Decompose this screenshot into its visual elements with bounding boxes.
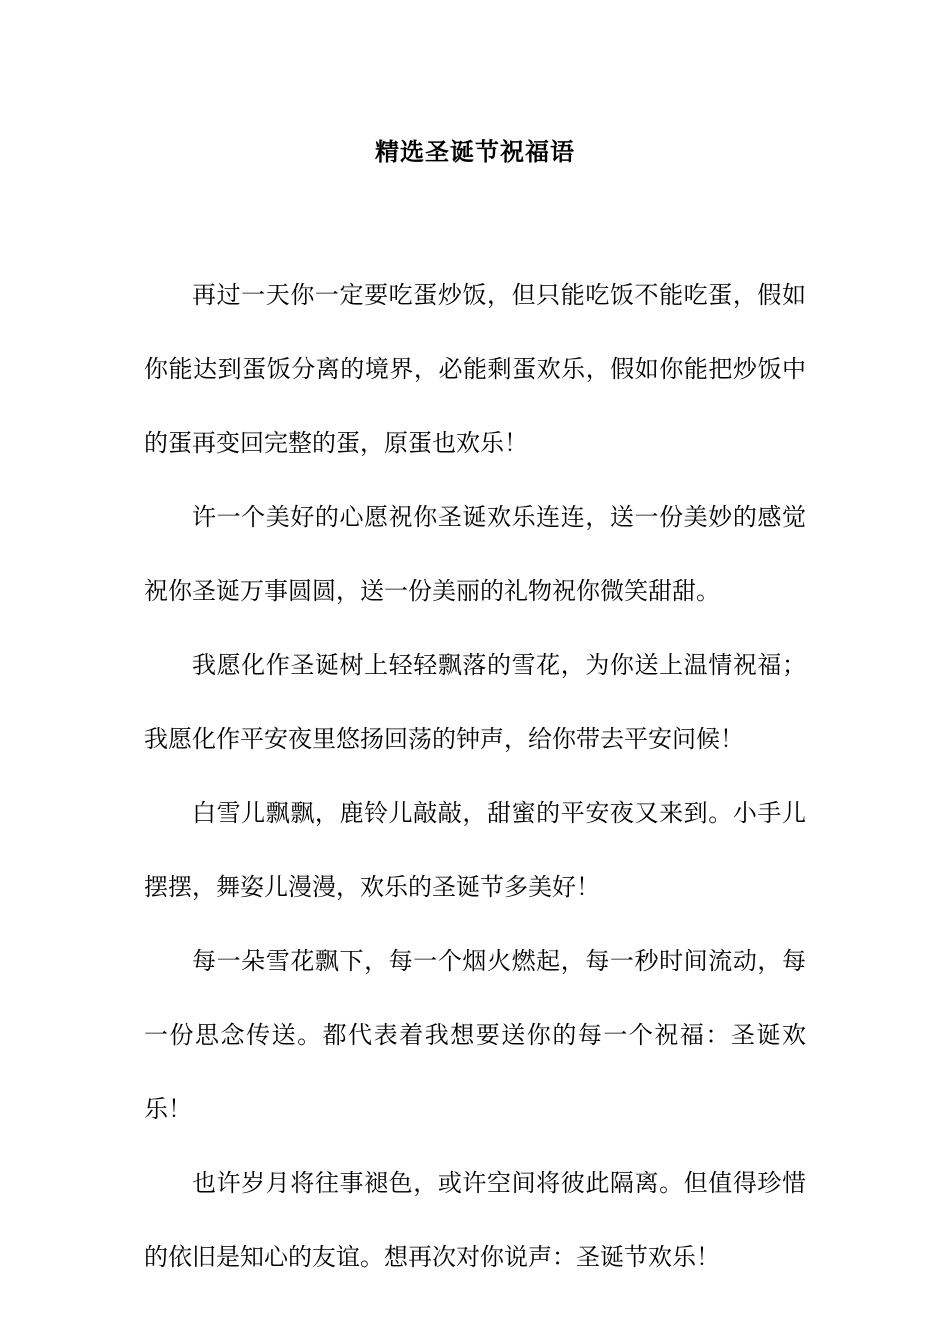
paragraph-5: 每一朵雪花飘下，每一个烟火燃起，每一秒时间流动，每一份思念传送。都代表着我想要送你的每一个祝福：圣诞欢乐！: [144, 947, 806, 1123]
document-title: 精选圣诞节祝福语: [375, 137, 575, 166]
paragraph-3: 我愿化作圣诞树上轻轻飘落的雪花，为你送上温情祝福；我愿化作平安夜里悠扬回荡的钟声，给你带去平安问候！: [144, 651, 806, 753]
paragraph-4: 白雪儿飘飘，鹿铃儿敲敲，甜蜜的平安夜又来到。小手儿摆摆，舞姿儿漫漫，欢乐的圣诞节多美好！: [144, 799, 806, 901]
paragraph-6: 也许岁月将往事褪色，或许空间将彼此隔离。但值得珍惜的依旧是知心的友谊。想再次对你说声：圣诞节欢乐！: [144, 1169, 806, 1271]
document-body: [144, 258, 806, 1294]
paragraph-2: 许一个美好的心愿祝你圣诞欢乐连连，送一份美妙的感觉祝你圣诞万事圆圆，送一份美丽的礼物祝你微笑甜甜。: [144, 503, 806, 605]
paragraph-1: 再过一天你一定要吃蛋炒饭，但只能吃饭不能吃蛋，假如你能达到蛋饭分离的境界，必能剩蛋欢乐，假如你能把炒饭中的蛋再变回完整的蛋，原蛋也欢乐！: [144, 281, 806, 457]
